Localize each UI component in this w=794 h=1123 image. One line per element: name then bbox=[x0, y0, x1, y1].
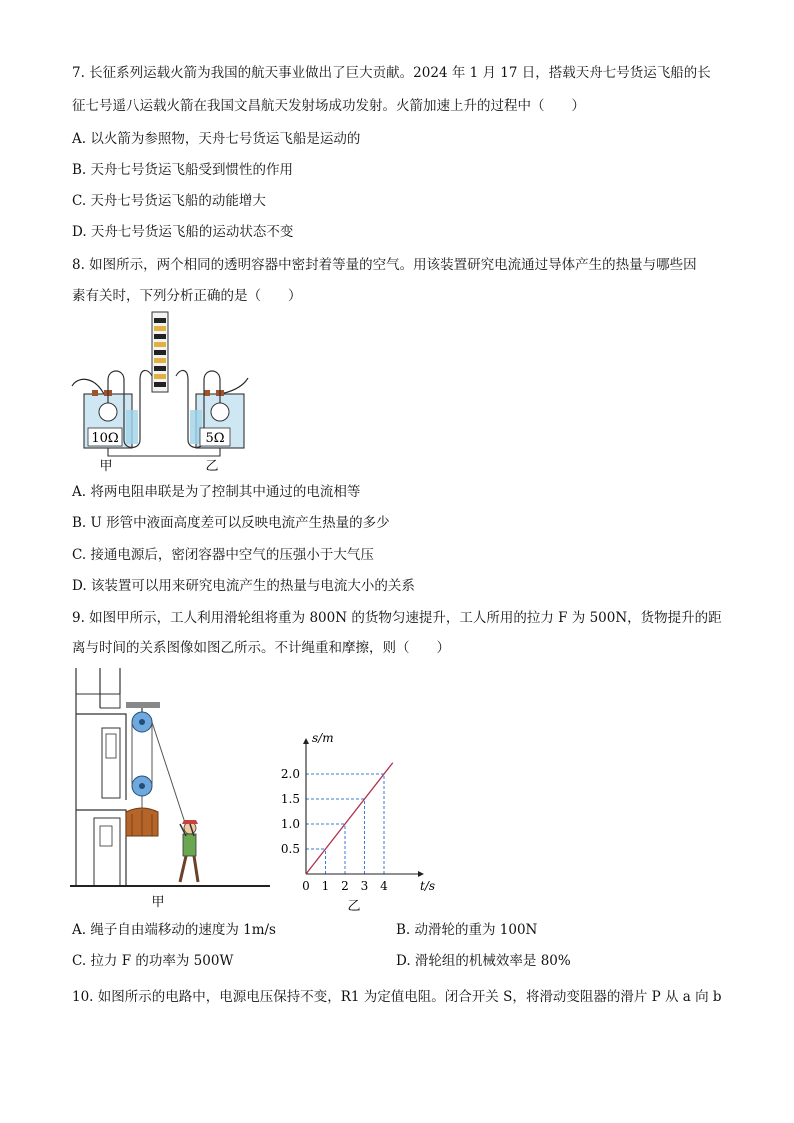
q7-option-c: C. 天舟七号货运飞船的动能增大 bbox=[72, 193, 266, 209]
beam bbox=[126, 702, 160, 708]
right-bulb bbox=[211, 403, 229, 421]
y-tick-label: 1.0 bbox=[280, 817, 300, 831]
distance-time-series-line bbox=[306, 763, 393, 874]
distance-time-chart bbox=[276, 730, 436, 916]
q8-stem-line1: 8. 如图所示，两个相同的透明容器中密封着等量的空气。用该装置研究电流通过导体产生的热量与哪些因 bbox=[72, 257, 697, 273]
x-axis-label: t/s bbox=[420, 879, 436, 893]
x-tick-label: 1 bbox=[321, 879, 330, 893]
left-caption: 甲 bbox=[99, 459, 113, 474]
scale-marks bbox=[154, 318, 166, 387]
left-resistor-label: 10Ω bbox=[91, 431, 119, 446]
right-terminal-2 bbox=[204, 390, 210, 396]
x-tick-label: 2 bbox=[341, 879, 349, 893]
figure-left-caption: 甲 bbox=[151, 895, 165, 910]
q9-option-a: A. 绳子自由端移动的速度为 1m/s bbox=[72, 922, 276, 938]
right-lead-wire bbox=[220, 378, 248, 394]
left-bulb bbox=[99, 403, 117, 421]
worker-figure bbox=[180, 820, 198, 882]
x-tick-label: 0 bbox=[302, 879, 310, 893]
q7-stem-line1: 7. 长征系列运载火箭为我国的航天事业做出了巨大贡献。2024 年 1 月 17 日，搭载天舟七号货运飞船的长 bbox=[72, 65, 711, 81]
q8-option-d: D. 该装置可以用来研究电流产生的热量与电流大小的关系 bbox=[72, 578, 415, 594]
q9-option-d: D. 滑轮组的机械效率是 80% bbox=[396, 953, 571, 969]
y-tick-label: 1.5 bbox=[280, 792, 300, 806]
y-axis-label: s/m bbox=[312, 731, 334, 745]
x-tick-label: 3 bbox=[360, 879, 369, 893]
q9-stem-line1: 9. 如图甲所示，工人利用滑轮组将重为 800N 的货物匀速提升，工人所用的拉力 F 为 500N，货物提升的距 bbox=[72, 610, 722, 626]
q7-option-a: A. 以火箭为参照物，天舟七号货运飞船是运动的 bbox=[72, 131, 361, 147]
q8-option-c: C. 接通电源后，密闭容器中空气的压强小于大气压 bbox=[72, 547, 374, 563]
figure-right-caption: 乙 bbox=[347, 899, 361, 914]
q7-option-d: D. 天舟七号货运飞船的运动状态不变 bbox=[72, 224, 294, 240]
q9-stem-line2: 离与时间的关系图像如图乙所示。不计绳重和摩擦，则（ ） bbox=[72, 640, 450, 656]
joule-heat-apparatus-figure bbox=[70, 310, 260, 478]
q8-stem-line2: 素有关时，下列分析正确的是（ ） bbox=[72, 288, 302, 304]
q9-option-c: C. 拉力 F 的功率为 500W bbox=[72, 953, 234, 969]
pulley-system-figure bbox=[70, 668, 274, 914]
x-axis-arrow bbox=[418, 871, 424, 877]
left-terminal-2 bbox=[92, 390, 98, 396]
right-resistor-label: 5Ω bbox=[205, 431, 225, 446]
left-liquid bbox=[126, 410, 138, 444]
q10-stem-line1: 10. 如图所示的电路中，电源电压保持不变，R1 为定值电阻。闭合开关 S，将滑动变阻器的滑片 P 从 a 向 b bbox=[72, 989, 722, 1005]
x-tick-label: 4 bbox=[380, 879, 388, 893]
y-tick-label: 0.5 bbox=[280, 842, 300, 856]
q8-option-a: A. 将两电阻串联是为了控制其中通过的电流相等 bbox=[72, 484, 361, 500]
q8-option-b: B. U 形管中液面高度差可以反映电流产生热量的多少 bbox=[72, 515, 390, 531]
q7-stem-line2: 征七号遥八运载火箭在我国文昌航天发射场成功发射。火箭加速上升的过程中（ ） bbox=[72, 98, 585, 114]
right-caption: 乙 bbox=[205, 459, 219, 474]
q7-option-b: B. 天舟七号货运飞船受到惯性的作用 bbox=[72, 162, 294, 178]
left-lead-wire bbox=[72, 379, 104, 394]
series-connection-wire bbox=[108, 448, 220, 456]
y-axis-arrow bbox=[303, 738, 309, 744]
y-tick-label: 2.0 bbox=[280, 767, 300, 781]
q9-option-b: B. 动滑轮的重为 100N bbox=[396, 922, 538, 938]
building-ledge bbox=[76, 694, 120, 708]
